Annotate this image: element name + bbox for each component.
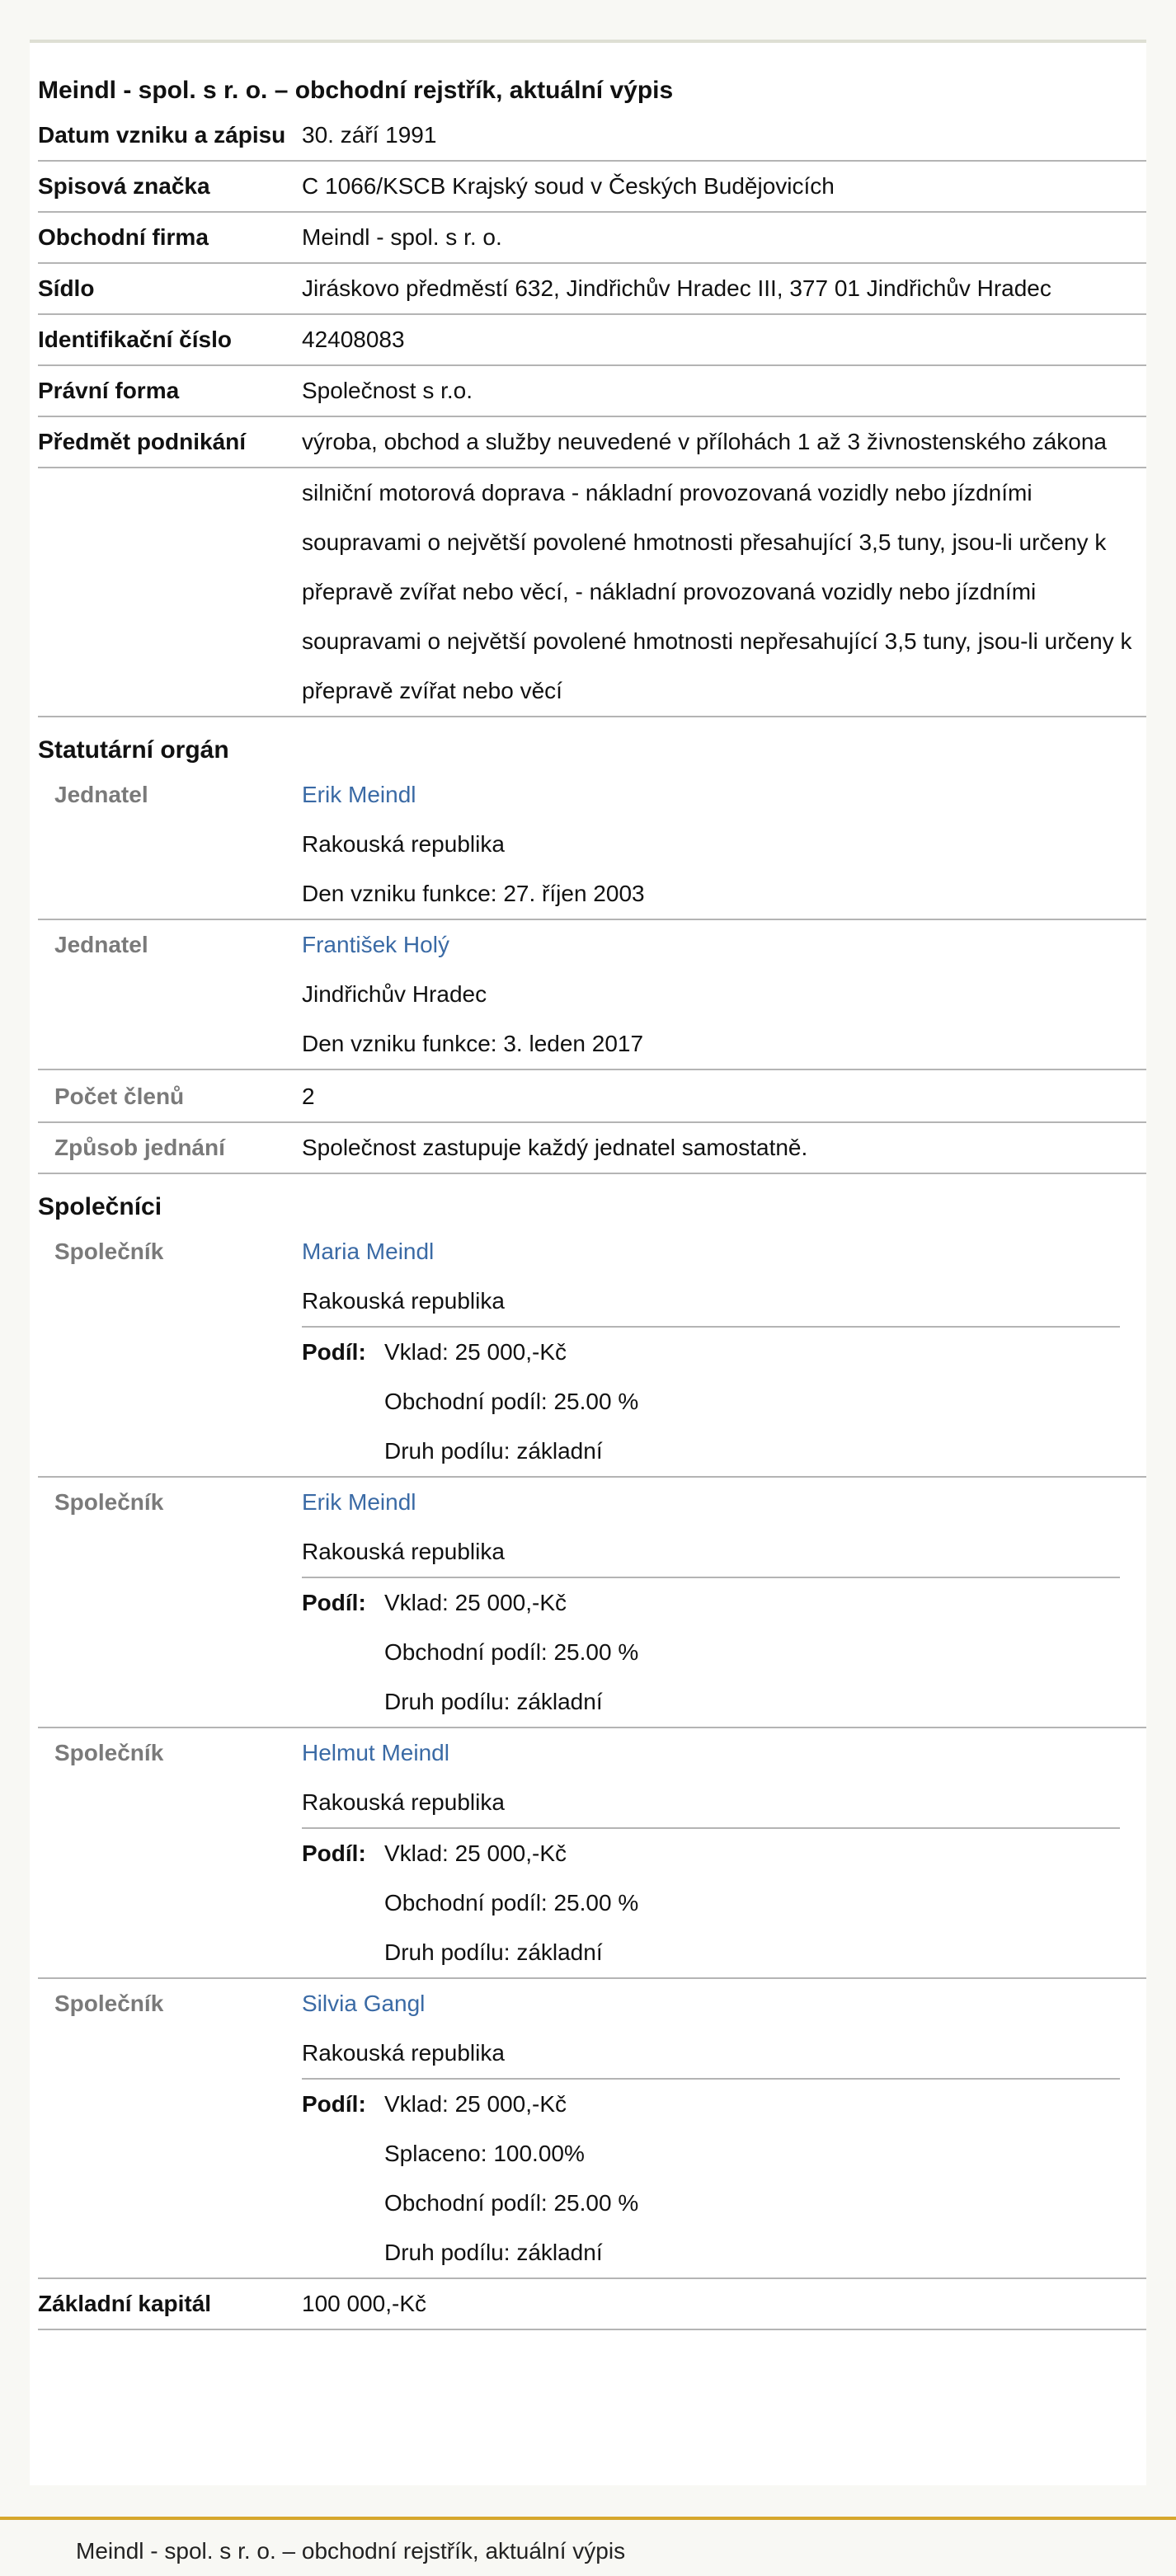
section-partners: Společníci: [38, 1193, 162, 1220]
partner-name-link[interactable]: Erik Meindl: [302, 1489, 416, 1515]
member-location: Rakouská republika: [302, 831, 505, 857]
value-legal-form: Společnost s r.o.: [302, 378, 473, 403]
share-type: Druh podílu: základní: [384, 1438, 603, 1464]
label-id-number: Identifikační číslo: [38, 327, 232, 352]
share-percent: Obchodní podíl: 25.00 %: [384, 1389, 639, 1414]
label-business: Předmět podnikání: [38, 429, 247, 454]
share-label: Podíl:: [302, 2091, 366, 2117]
row-member-count: [38, 1072, 1146, 1123]
label-date: Datum vzniku a zápisu: [38, 122, 286, 148]
share-percent: Obchodní podíl: 25.00 %: [384, 1890, 639, 1916]
value-business-1: výroba, obchod a služby neuvedené v přílohách 1 až 3 živnostenského zákona: [302, 429, 1107, 454]
row-seat: [38, 264, 1146, 315]
share-deposit: Vklad: 25 000,-Kč: [384, 1339, 567, 1365]
partner-location: Rakouská republika: [302, 2040, 505, 2066]
value-capital: 100 000,-Kč: [302, 2291, 426, 2316]
share-label: Podíl:: [302, 1840, 366, 1866]
footer-divider: [0, 2517, 1176, 2520]
share-type: Druh podílu: základní: [384, 1939, 603, 1965]
row-firm: [38, 213, 1146, 264]
value-acting: Společnost zastupuje každý jednatel samostatně.: [302, 1135, 808, 1160]
value-business-2: silniční motorová doprava - nákladní provozovaná vozidly nebo jízdními soupravami o největší povolené hmotnosti přesahující 3,5 tuny, jsou-li určeny k přepravě zvířat nebo věcí, - nákladní provozovaná vozidly nebo jízdními soupravami o největší povolené hmotnosti nepřesahující 3,5 tuny, jsou-li určeny k přepravě zvířat nebo věcí: [302, 480, 1132, 703]
partner-location: Rakouská republika: [302, 1789, 505, 1815]
label-file-number: Spisová značka: [38, 173, 210, 199]
value-firm: Meindl - spol. s r. o.: [302, 224, 502, 250]
share-type: Druh podílu: základní: [384, 2240, 603, 2265]
member-role: Jednatel: [54, 782, 148, 807]
member-since: Den vzniku funkce: 27. říjen 2003: [302, 881, 645, 906]
footer-title: Meindl - spol. s r. o. – obchodní rejstřík, aktuální výpis: [76, 2538, 626, 2564]
value-date: 30. září 1991: [302, 122, 437, 148]
label-firm: Obchodní firma: [38, 224, 209, 250]
share-percent: Obchodní podíl: 25.00 %: [384, 2190, 639, 2216]
row-capital: [38, 2279, 1146, 2330]
share-label: Podíl:: [302, 1339, 366, 1365]
partner-entry: [38, 1227, 1146, 1478]
partner-role: Společník: [54, 1489, 164, 1515]
row-business-1: [38, 417, 1146, 468]
section-statutory: Statutární orgán: [38, 736, 229, 764]
partner-entry: [38, 1979, 1146, 2279]
statutory-member: [38, 920, 1146, 1070]
row-id-number: [38, 315, 1146, 366]
label-member-count: Počet členů: [54, 1084, 185, 1109]
label-acting: Způsob jednání: [54, 1135, 225, 1160]
value-id-number: 42408083: [302, 327, 405, 352]
register-extract-card: [30, 43, 1146, 2485]
partner-share: [302, 1577, 1120, 1727]
label-capital: Základní kapitál: [38, 2291, 212, 2316]
partner-name-link[interactable]: Maria Meindl: [302, 1239, 435, 1264]
member-location: Jindřichův Hradec: [302, 981, 487, 1007]
row-legal-form: [38, 366, 1146, 417]
partner-share: [302, 2078, 1120, 2278]
row-date: [38, 110, 1146, 162]
partner-name-link[interactable]: Helmut Meindl: [302, 1740, 449, 1765]
partner-role: Společník: [54, 1740, 164, 1765]
partner-role: Společník: [54, 1239, 164, 1264]
row-business-2: [38, 468, 1146, 717]
label-business-empty: [38, 468, 302, 716]
share-deposit: Vklad: 25 000,-Kč: [384, 2091, 567, 2117]
partner-role: Společník: [54, 1991, 164, 2016]
value-seat: Jiráskovo předměstí 632, Jindřichův Hradec III, 377 01 Jindřichův Hradec: [302, 275, 1051, 301]
partner-share: [302, 1326, 1120, 1476]
partner-location: Rakouská republika: [302, 1539, 505, 1564]
share-percent: Obchodní podíl: 25.00 %: [384, 1639, 639, 1665]
partner-entry: [38, 1478, 1146, 1728]
partner-name-link[interactable]: Silvia Gangl: [302, 1991, 426, 2016]
statutory-member: [38, 770, 1146, 920]
label-legal-form: Právní forma: [38, 378, 180, 403]
share-deposit: Vklad: 25 000,-Kč: [384, 1590, 567, 1615]
value-file-number: C 1066/KSCB Krajský soud v Českých Budějovicích: [302, 173, 835, 199]
extract-content: [38, 74, 1146, 2330]
partner-location: Rakouská republika: [302, 1288, 505, 1314]
share-label: Podíl:: [302, 1590, 366, 1615]
row-file-number: [38, 162, 1146, 213]
partner-share: [302, 1827, 1120, 1977]
share-type: Druh podílu: základní: [384, 1689, 603, 1714]
partner-entry: [38, 1728, 1146, 1979]
member-since: Den vzniku funkce: 3. leden 2017: [302, 1031, 644, 1056]
share-deposit: Vklad: 25 000,-Kč: [384, 1840, 567, 1866]
member-name-link[interactable]: František Holý: [302, 932, 449, 957]
value-member-count: 2: [302, 1084, 315, 1109]
share-paid: Splaceno: 100.00%: [384, 2141, 585, 2166]
label-seat: Sídlo: [38, 275, 95, 301]
member-role: Jednatel: [54, 932, 148, 957]
member-name-link[interactable]: Erik Meindl: [302, 782, 416, 807]
row-acting: [38, 1123, 1146, 1174]
page-title: Meindl - spol. s r. o. – obchodní rejstřík, aktuální výpis: [38, 77, 674, 104]
